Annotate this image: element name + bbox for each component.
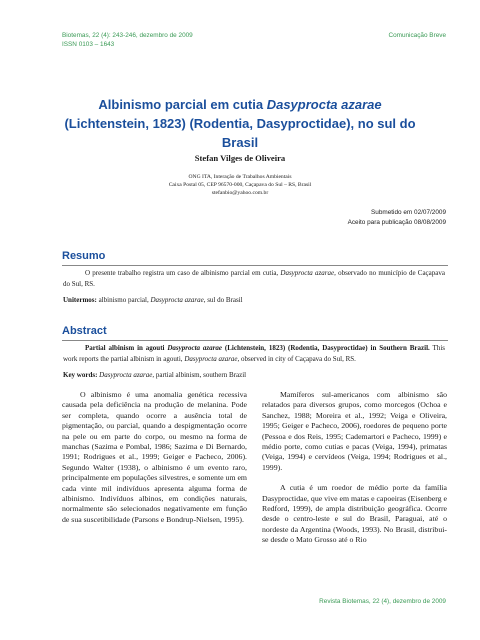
resumo-text: O presente trabalho registra um caso de albinismo parcial em cutia, Dasyprocta azarae, observado no município de Caçapava do Sul, RS. [63,269,445,288]
resumo-keywords: Unitermos: albinismo parcial, Dasyprocta azarae, sul do Brasil [63,296,243,304]
abstract-keywords: Key words: Dasyprocta azarae, partial albinism, southern Brazil [63,371,247,379]
journal-header [62,31,446,49]
author-affiliation [0,173,480,198]
body-paragraph: Mamíferos sul-americanos com albinismo são relatados para diversos grupos, como morcegos (Ochoa e Sanchez, 1988; Moreira et al., 1992; Veiga e Oliveira, 1995; Geiger e Pacheco, 2006), roedores de pequeno porte (Pessoa e dos Reis, 1995; Cademartori e Pacheco, 1999) e médio porte, como cutias e pacas (Veiga, 1994), primatas (Veiga, 1994) e cervídeos (Veiga, 1994; Rodrigues et al., 1999). [262,390,447,472]
journal-citation: Biotemas, 22 (4): 243-246, dezembro de 2009 [62,32,193,39]
submission-dates [348,208,446,228]
page-footer: Revista Biotemas, 22 (4), dezembro de 2009 [319,598,446,605]
abstract-box [63,343,445,381]
section-label: Comunicação Breve [388,32,446,39]
article-title [55,95,425,152]
accepted-date: Aceito para publicação 08/08/2009 [347,219,446,226]
submitted-date: Submetido em 02/07/2009 [371,209,446,216]
resumo-heading: Resumo [62,250,106,262]
abstract-rule [62,340,448,341]
body-right-column [262,390,447,546]
resumo-box [63,268,445,306]
resumo-rule [62,265,448,266]
author-name: Stefan Vilges de Oliveira [194,153,286,163]
body-left-column [62,390,247,525]
title-species: Dasyprocta azarae [266,97,382,112]
abstract-text: Partial albinism in agouti Dasyprocta azarae (Lichtenstein, 1823) (Rodentia, Dasyproctidae) in Southern Brazil. This work reports the partial albinism in agouti, Dasyprocta azarae, observed in city of Caçapava do Sul, RS. [63,344,445,363]
body-paragraph: A cutia é um roedor de médio porte da família Dasyproctidae, que vive em matas e capoeiras (Eisenberg e Redford, 1999), de ampla distribuição geográfica. Ocorre desde o centro-leste e sul do Brasil, Paraguai, até o nordeste da Argentina (Woods, 1993). No Brasil, distribui-se desde o Mato Grosso até o Rio [262,483,447,545]
title-part2: (Lichtenstein, 1823) (Rodentia, Dasyproctidae), no sul do Brasil [64,116,416,150]
affiliation-org: ONG ITA, Interação de Trabalhos Ambientais [188,174,292,180]
title-part1: Albinismo parcial em cutia [98,97,267,112]
affiliation-email: stefanbio@yahoo.com.br [211,190,269,197]
body-paragraph: O albinismo é uma anomalia genética recessiva causada pela deficiência na produção de melanina. Pode ser completa, quando ocorre a ausência total de pigmentação, ou parcial, quando a despigmentação ocorre na pele ou em parte do corpo, ou mesmo na forma de manchas (Sazima e Pombal, 1986; Sazima e Di Bernardo, 1991; Rodrigues et al., 1999; Geiger e Pacheco, 2006). Segundo Walter (1938), o albinismo é um evento raro, principalmente em populações silvestres, e somente um em cada vinte mil indivíduos apresenta alguma forma de albinismo. Indivíduos albinos, em condições naturais, normalmente são selecionados negativamente em função de sua suscetibilidade (Parsons e Bondrup-Nielsen, 1995). [62,390,247,524]
journal-issn: ISSN 0103 – 1643 [62,41,115,48]
abstract-heading: Abstract [62,325,107,337]
affiliation-address: Caixa Postal 05, CEP 96570-000, Caçapava do Sul – RS, Brasil [168,182,312,189]
